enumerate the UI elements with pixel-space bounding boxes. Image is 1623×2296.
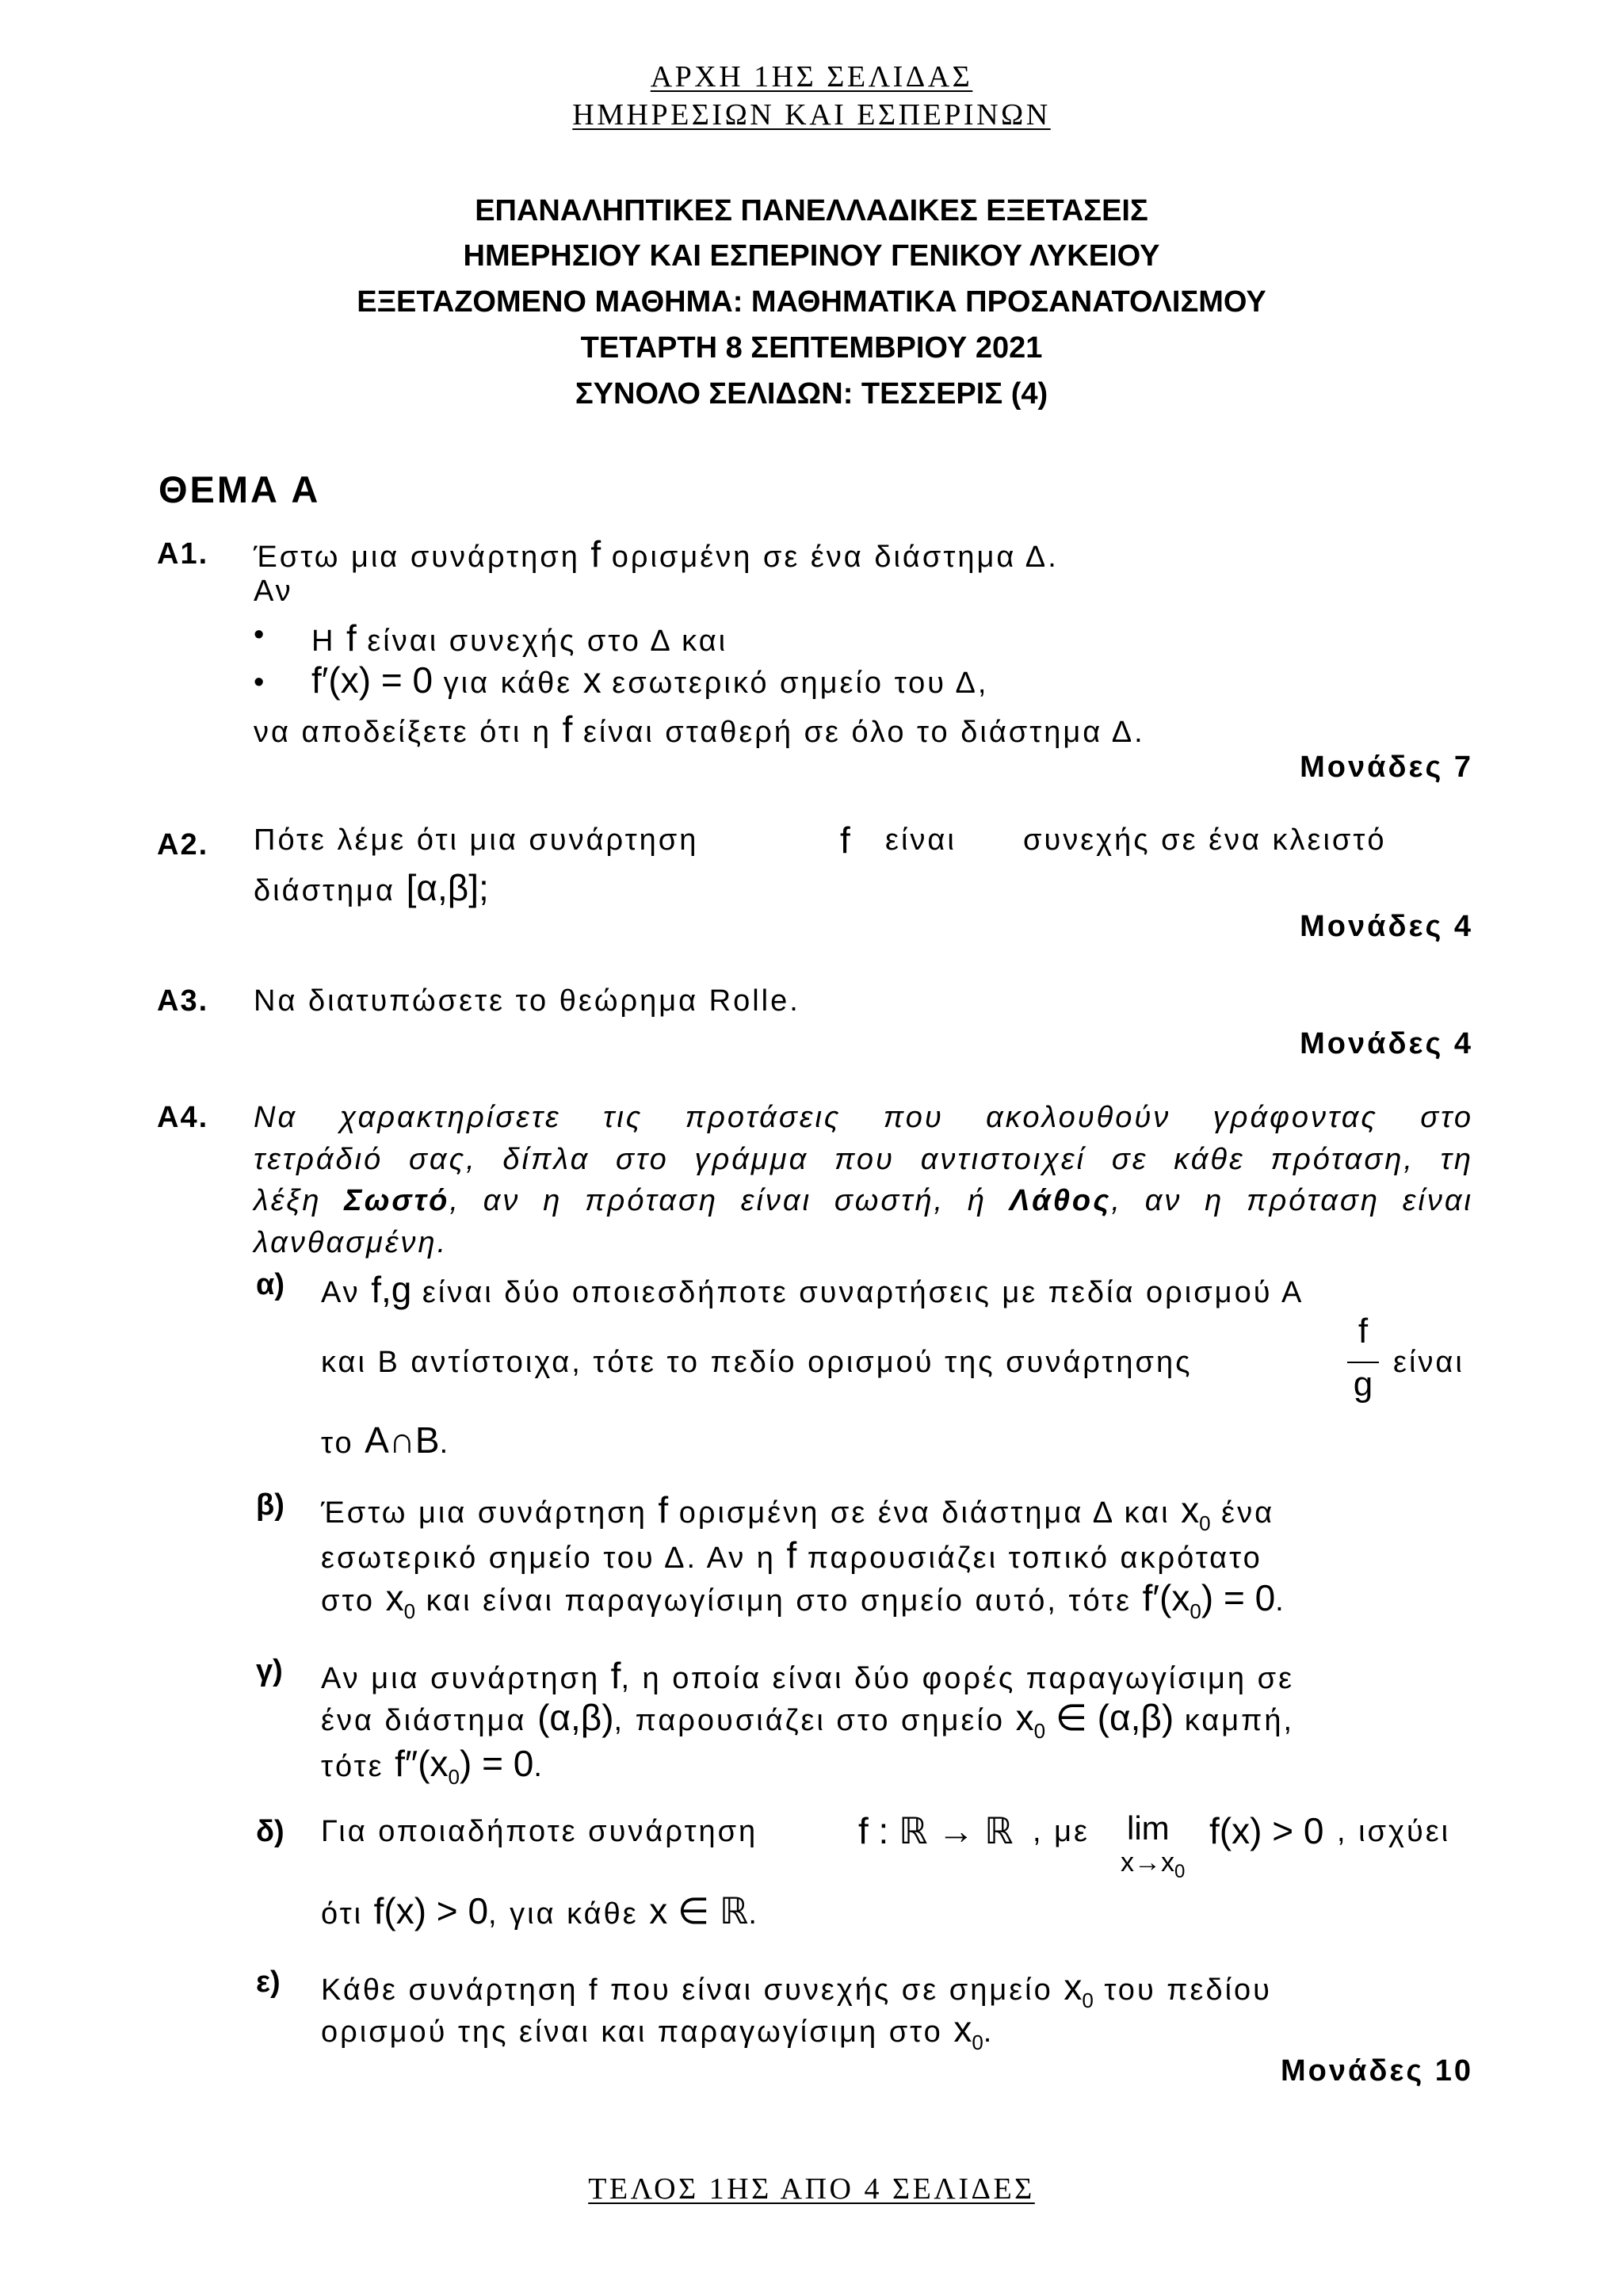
exam-title-line-2: ΗΜΕΡΗΣΙΟΥ ΚΑΙ ΕΣΠΕΡΙΝΟΥ ΓΕΝΙΚΟΥ ΛΥΚΕΙΟΥ	[463, 239, 1160, 273]
a4-line-4: λανθασμένη.	[254, 1226, 449, 1259]
fraction-denominator: g	[1353, 1365, 1373, 1404]
fraction-bar	[1347, 1362, 1379, 1363]
a1-marks: Μονάδες 7	[1300, 751, 1473, 784]
question-number-a1: Α1.	[157, 537, 209, 571]
a2-line-1b: είναι	[885, 823, 957, 857]
gamma-line-2: ένα διάστημα (α,β), παρουσιάζει στο σημείο $x_0$ ∈ (α,β) καμπή,	[321, 1697, 1295, 1743]
delta-with: , με	[1033, 1815, 1090, 1848]
a1-line-2: Αν	[254, 575, 293, 608]
page-header-line-2: ΗΜΗΡΕΣΙΩΝ ΚΑΙ ΕΣΠΕΡΙΝΩΝ	[572, 98, 1051, 132]
item-label-epsilon: ε)	[256, 1966, 281, 1999]
a4-marks: Μονάδες 10	[1280, 2054, 1473, 2088]
bullet-icon: •	[254, 666, 265, 699]
epsilon-line-1: Κάθε συνάρτηση f που είναι συνεχής σε σημείο $x_0$ του πεδίου	[321, 1966, 1272, 2012]
alpha-line-3: το A∩B.	[321, 1419, 451, 1461]
beta-line-1: Έστω μια συνάρτηση f ορισμένη σε ένα διάστημα Δ και $x_0$ ένα	[321, 1489, 1275, 1535]
alpha-line-2-end: είναι	[1393, 1346, 1465, 1379]
alpha-line-1: Αν f,g είναι δύο οποιεσδήποτε συναρτήσεις με πεδία ορισμού Α	[321, 1269, 1304, 1310]
gamma-line-1: Αν μια συνάρτηση f, η οποία είναι δύο φορές παραγωγίσιμη σε	[321, 1655, 1295, 1696]
a2-line-1a: Πότε λέμε ότι μια συνάρτηση	[254, 823, 699, 857]
delta-line-2: ότι f(x) > 0, για κάθε x ∈ ℝ.	[321, 1890, 759, 1931]
epsilon-line-2: ορισμού της είναι και παραγωγίσιμη στο $x_0$.	[321, 2008, 995, 2054]
a1-line-1: Έστω μια συνάρτηση f ορισμένη σε ένα διάστημα Δ.	[254, 533, 1059, 575]
a2-line-2: διάστημα [α,β];	[254, 867, 489, 908]
question-number-a2: Α2.	[157, 828, 209, 861]
exam-title-line-3: ΕΞΕΤΑΖΟΜΕΝΟ ΜΑΘΗΜΑ: ΜΑΘΗΜΑΤΙΚΑ ΠΡΟΣΑΝΑΤΟΛΙΣΜΟΥ	[357, 285, 1266, 319]
a2-line-1c: συνεχής σε ένα κλειστό	[1023, 823, 1387, 857]
a1-bullet-2: f′(x) = 0 για κάθε x εσωτερικό σημείο του Δ,	[311, 659, 989, 701]
bullet-icon: •	[254, 618, 265, 651]
beta-line-2: εσωτερικό σημείο του Δ. Αν η f παρουσιάζει τοπικό ακρότατο	[321, 1534, 1262, 1576]
a1-conclusion: να αποδείξετε ότι η f είναι σταθερή σε όλο το διάστημα Δ.	[254, 709, 1145, 750]
a1-bullet-1: Η f είναι συνεχής στο Δ και	[311, 617, 728, 659]
exam-title-line-4: ΤΕΤΑΡΤΗ 8 ΣΕΠΤΕΜΒΡΙΟΥ 2021	[580, 331, 1043, 365]
question-number-a4: Α4.	[157, 1101, 209, 1134]
a3-marks: Μονάδες 4	[1300, 1027, 1473, 1060]
item-label-gamma: γ)	[256, 1654, 283, 1687]
exam-title-line-5: ΣΥΝΟΛΟ ΣΕΛΙΔΩΝ: ΤΕΣΣΕΡΙΣ (4)	[575, 377, 1048, 411]
a4-line-1: Να χαρακτηρίσετε τις προτάσεις που ακολουθούν γράφοντας στο	[254, 1101, 1473, 1134]
a4-line-3: λέξη Σωστό, αν η πρόταση είναι σωστή, ή Λάθος, αν η πρόταση είναι	[254, 1184, 1473, 1217]
alpha-line-2: και Β αντίστοιχα, τότε το πεδίο ορισμού της συνάρτησης	[321, 1346, 1193, 1379]
a2-f: f	[840, 819, 850, 861]
beta-line-3: στο $x_0$ και είναι παραγωγίσιμη στο σημείο αυτό, τότε $f'(x_0) = 0$.	[321, 1577, 1286, 1623]
item-label-beta: β)	[256, 1488, 285, 1522]
delta-line-1a: Για οποιαδήποτε συνάρτηση	[321, 1815, 758, 1848]
a3-line-1: Να διατυπώσετε το θεώρημα Rolle.	[254, 984, 800, 1018]
fraction-numerator: f	[1358, 1312, 1369, 1350]
page-footer: ΤΕΛΟΣ 1ΗΣ ΑΠΟ 4 ΣΕΛΙΔΕΣ	[588, 2172, 1035, 2206]
gamma-line-3: τότε $f''(x_0) = 0$.	[321, 1743, 544, 1789]
delta-holds: , ισχύει	[1337, 1815, 1451, 1848]
question-number-a3: Α3.	[157, 984, 209, 1018]
page-header-line-1: ΑΡΧΗ 1ΗΣ ΣΕΛΙΔΑΣ	[650, 60, 973, 94]
section-heading: ΘΕΜΑ Α	[158, 468, 321, 510]
item-label-delta: δ)	[256, 1815, 285, 1848]
item-label-alpha: α)	[256, 1268, 285, 1301]
delta-lim-expr: f(x) > 0	[1209, 1810, 1324, 1851]
exam-title-line-1: ΕΠΑΝΑΛΗΠΤΙΚΕΣ ΠΑΝΕΛΛΑΔΙΚΕΣ ΕΞΕΤΑΣΕΙΣ	[475, 194, 1148, 227]
a2-marks: Μονάδες 4	[1300, 910, 1473, 943]
delta-lim-subscript: $x\to x_0$	[1121, 1847, 1186, 1882]
delta-fmap: f : ℝ → ℝ	[858, 1810, 1014, 1851]
a4-line-2: τετράδιό σας, δίπλα στο γράμμα που αντιστοιχεί σε κάθε πρόταση, τη	[254, 1143, 1473, 1176]
delta-lim: lim	[1127, 1809, 1170, 1847]
